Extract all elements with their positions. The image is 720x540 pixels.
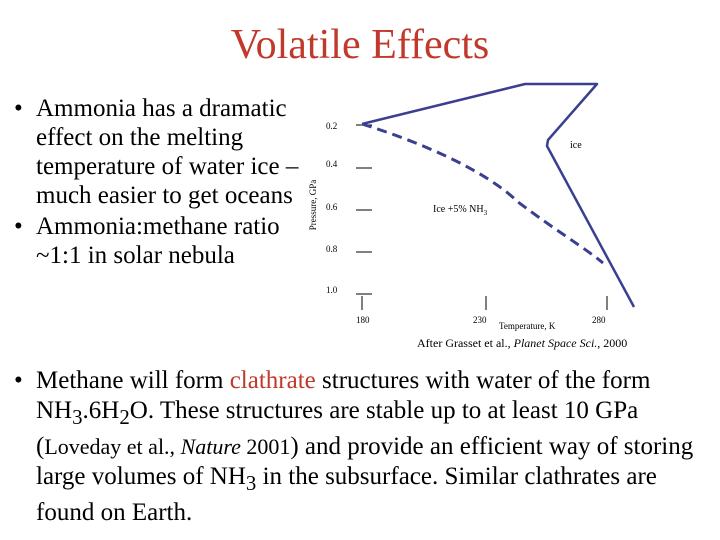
bullet-marker: • — [14, 213, 23, 240]
citation-authors: Loveday et al., — [44, 434, 181, 459]
ice-curve-label: ice — [570, 140, 582, 151]
slide-title: Volatile Effects — [230, 22, 490, 68]
ice-nh3-label-sub: 3 — [483, 209, 488, 217]
citation-suffix: , 2000 — [597, 336, 628, 350]
citation-journal-name: Nature — [180, 434, 241, 459]
citation-journal: Planet Space Sci. — [513, 336, 598, 350]
x-axis-label: Temperature, K — [499, 321, 556, 331]
clathrate-term: clathrate — [229, 367, 316, 394]
bullet-text: Ammonia has a dramatic effect on the melting temperature of water ice – much easier to get oceans — [36, 95, 299, 209]
bullet-ammonia-melting — [14, 94, 324, 210]
bottom-bullet — [14, 366, 704, 528]
top-bullet-list — [14, 94, 324, 270]
y-tick-label: 0.2 — [326, 121, 338, 131]
subscript-2: 2 — [119, 405, 130, 429]
chart-citation — [417, 336, 627, 350]
bullet-marker: • — [14, 367, 23, 394]
clathrate-text-1: Methane will form — [36, 367, 230, 394]
bullet-clathrate — [14, 366, 704, 528]
x-tick-label: 230 — [473, 315, 487, 325]
bullet-text: Ammonia:methane ratio ~1:1 in solar nebula — [36, 213, 280, 269]
y-tick-label: 0.8 — [326, 244, 338, 254]
phase-diagram — [300, 80, 720, 360]
clathrate-text-3: .6H — [82, 397, 120, 424]
clathrate-text-2: structures with water of the form NH — [36, 367, 651, 424]
clathrate-text-5: ) and provide an efficient way of storing large volumes of NH — [36, 433, 694, 490]
phase-diagram-svg — [300, 80, 720, 360]
subscript-3: 3 — [72, 405, 83, 429]
ice-nh3-curve — [362, 124, 603, 263]
bullet-marker: • — [14, 95, 23, 122]
citation-prefix: After Grasset et al., — [417, 336, 514, 350]
y-tick-label: 0.6 — [326, 202, 338, 212]
clathrate-text-6: in the subsurface. Similar clathrates are found on Earth. — [36, 463, 657, 526]
y-tick-label: 1.0 — [326, 285, 338, 295]
x-tick-label: 180 — [356, 315, 370, 325]
ice-melting-curve — [362, 84, 634, 307]
subscript-3b: 3 — [245, 471, 257, 495]
ice-nh3-curve-label — [433, 204, 488, 217]
citation-year: 2001 — [240, 434, 291, 459]
clathrate-text-4: O. These structures are stable up to at least 10 GPa ( — [36, 397, 639, 460]
x-tick-label: 280 — [592, 315, 606, 325]
y-axis-label: Pressure, GPa — [308, 179, 318, 231]
y-tick-label: 0.4 — [326, 159, 338, 169]
bullet-ammonia-methane-ratio — [14, 212, 324, 270]
ice-nh3-label-text: Ice +5% NH — [433, 204, 484, 215]
